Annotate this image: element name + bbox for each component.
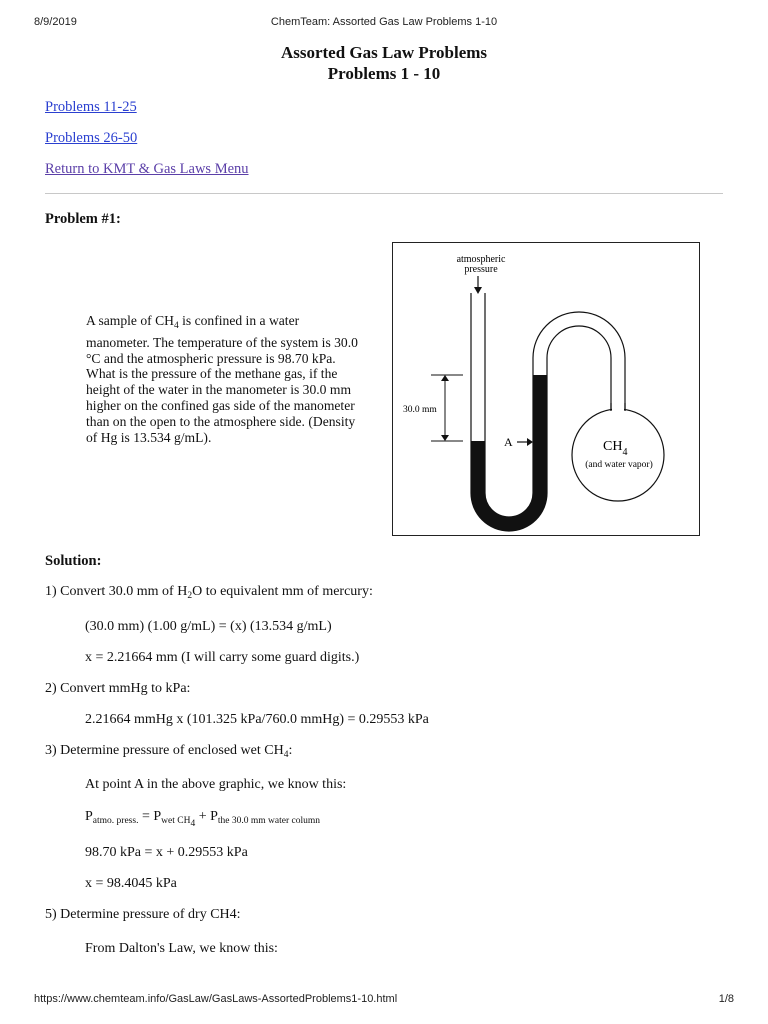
link-problems-26-50[interactable]: Problems 26-50: [45, 130, 138, 146]
equation-5: $P_{atmo. press.} = P_{wet CH_4} + P_{the 30.0 mm water column}$: [85, 809, 320, 829]
label-atmospheric: atmospheric: [456, 254, 506, 265]
label-ch4: $CH_4$: [603, 439, 628, 458]
equation-1: (30.0 mm) (1.00 g/mL) = (x) (13.534 g/mL): [85, 619, 332, 634]
equation-4: At point A in the above graphic, we know this:: [85, 777, 347, 792]
liquid-column: [471, 375, 547, 531]
problem-text: A sample of $CH_4$ is confined in a water manometer. The temperature of the system is 30.0 °C and the atmospheric pressure is 98.70 kPa. What is the pressure of the methane gas, if the height of the water in the manometer is 30.0 mm higher on the confined gas side of the manometer than on the open to the atmosphere side. (Density of Hg is 13.534 g/mL).: [86, 313, 358, 445]
solution-title: Solution:: [45, 553, 102, 569]
print-date: 8/9/2019: [34, 16, 77, 28]
print-page-number: 1/8: [718, 993, 734, 1005]
print-url: https://www.chemteam.info/GasLaw/GasLaws-AssortedProblems1-10.html: [34, 993, 398, 1005]
equation-2: x = 2.21664 mm (I will carry some guard digits.): [85, 650, 360, 665]
link-problems-11-25[interactable]: Problems 11-25: [45, 99, 137, 115]
label-point-a: A: [504, 435, 513, 449]
print-page-title: ChemTeam: Assorted Gas Law Problems 1-10: [270, 16, 498, 28]
equation-7: x = 98.4045 kPa: [85, 876, 177, 891]
divider: [45, 193, 723, 194]
manometer-diagram: [392, 242, 700, 536]
equation-8: From Dalton's Law, we know this:: [85, 941, 278, 956]
equation-6: 98.70 kPa = x + 0.29553 kPa: [85, 845, 248, 860]
step-2: 2) Convert mmHg to kPa:: [45, 681, 191, 696]
page-subheading: Problems 1 - 10: [327, 64, 441, 83]
manometer-figure: [393, 243, 699, 535]
step-1: 1) Convert 30.0 mm of $H_2O$ to equivalent mm of mercury:: [45, 584, 373, 601]
step-3: 3) Determine pressure of enclosed wet $CH_4$:: [45, 743, 293, 760]
link-return-menu[interactable]: Return to KMT & Gas Laws Menu: [45, 161, 249, 177]
page-heading: Assorted Gas Law Problems: [280, 43, 488, 62]
label-height: 30.0 mm: [403, 405, 437, 415]
label-pressure: pressure: [464, 264, 498, 275]
gas-bulb: [572, 409, 664, 501]
problem-title: Problem #1:: [45, 211, 121, 227]
step-5: 5) Determine pressure of dry CH4:: [45, 907, 241, 922]
label-water-vapor: (and water vapor): [585, 460, 653, 470]
equation-3: 2.21664 mmHg x (101.325 kPa/760.0 mmHg) = 0.29553 kPa: [85, 712, 429, 727]
